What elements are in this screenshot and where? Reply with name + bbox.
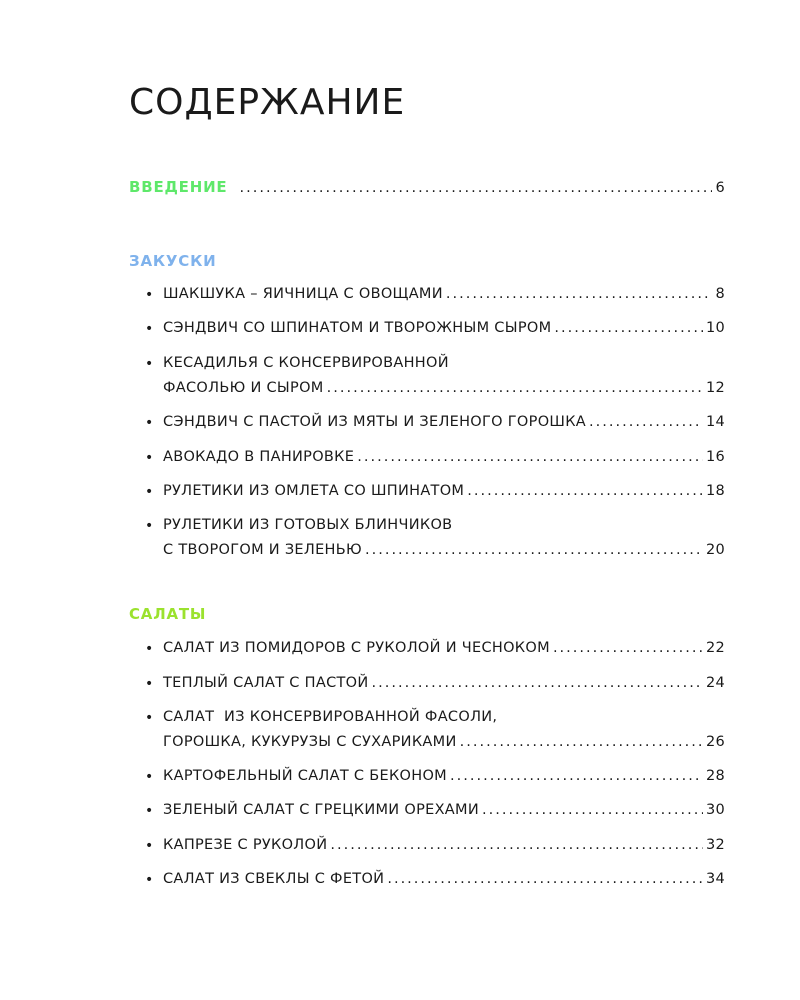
page-number: 30 (705, 802, 725, 818)
section-title-snacks: ЗАКУСКИ (129, 252, 217, 270)
dot-leader (553, 640, 703, 656)
page-number: 24 (705, 675, 725, 691)
page-number: 8 (715, 286, 725, 302)
bullet: • (145, 872, 154, 888)
page-number: 28 (705, 768, 725, 784)
intro-label: ВВЕДЕНИЕ (129, 178, 228, 196)
dot-leader (387, 871, 703, 887)
page-number: 10 (705, 320, 725, 336)
dot-leader (467, 483, 703, 499)
toc-entry[interactable] (163, 483, 725, 499)
entry-label: САЛАТ ИЗ ПОМИДОРОВ С РУКОЛОЙ И ЧЕСНОКОМ (163, 640, 550, 656)
section-title-salads: САЛАТЫ (129, 605, 207, 623)
dot-leader (460, 734, 703, 750)
page-number: 14 (705, 414, 725, 430)
bullet: • (145, 641, 154, 657)
entry-label: ГОРОШКА, КУКУРУЗЫ С СУХАРИКАМИ (163, 734, 457, 750)
toc-entry[interactable] (163, 320, 725, 336)
dot-leader (446, 286, 713, 302)
entry-label: СЭНДВИЧ СО ШПИНАТОМ И ТВОРОЖНЫМ СЫРОМ (163, 320, 552, 336)
page-number: 34 (705, 871, 725, 887)
entry-label: КАРТОФЕЛЬНЫЙ САЛАТ С БЕКОНОМ (163, 768, 447, 784)
toc-entry[interactable] (163, 871, 725, 887)
entry-label: САЛАТ ИЗ СВЕКЛЫ С ФЕТОЙ (163, 871, 385, 887)
bullet: • (145, 676, 154, 692)
dot-leader (239, 180, 712, 196)
entry-label: СЭНДВИЧ С ПАСТОЙ ИЗ МЯТЫ И ЗЕЛЕНОГО ГОРОШКА (163, 414, 587, 430)
dot-leader (482, 802, 703, 818)
toc-entry[interactable] (163, 380, 725, 396)
entry-label: ТЕПЛЫЙ САЛАТ С ПАСТОЙ (163, 675, 369, 691)
bullet: • (145, 769, 154, 785)
toc-entry[interactable] (163, 640, 725, 656)
dot-leader (450, 768, 703, 784)
dot-leader (589, 414, 703, 430)
dot-leader (327, 380, 703, 396)
entry-label: КАПРЕЗЕ С РУКОЛОЙ (163, 837, 328, 853)
page-number: 22 (705, 640, 725, 656)
entry-label: ЗЕЛЕНЫЙ САЛАТ С ГРЕЦКИМИ ОРЕХАМИ (163, 802, 479, 818)
bullet: • (145, 321, 154, 337)
dot-leader (365, 542, 703, 558)
entry-label-line1: КЕСАДИЛЬЯ С КОНСЕРВИРОВАННОЙ (163, 355, 449, 371)
page-number: 20 (705, 542, 725, 558)
toc-entry[interactable] (163, 675, 725, 691)
bullet: • (145, 518, 154, 534)
entry-label: АВОКАДО В ПАНИРОВКЕ (163, 449, 355, 465)
bullet: • (145, 356, 154, 372)
page-title: СОДЕРЖАНИЕ (129, 82, 406, 123)
toc-entry-intro[interactable] (129, 178, 725, 196)
toc-entry[interactable] (163, 542, 725, 558)
bullet: • (145, 710, 154, 726)
bullet: • (145, 415, 154, 431)
bullet: • (145, 287, 154, 303)
entry-label: ФАСОЛЬЮ И СЫРОМ (163, 380, 324, 396)
entry-label-line1: РУЛЕТИКИ ИЗ ГОТОВЫХ БЛИНЧИКОВ (163, 517, 453, 533)
toc-entry[interactable] (163, 734, 725, 750)
toc-entry[interactable] (163, 768, 725, 784)
entry-label: РУЛЕТИКИ ИЗ ОМЛЕТА СО ШПИНАТОМ (163, 483, 465, 499)
toc-entry[interactable] (163, 449, 725, 465)
toc-entry[interactable] (163, 802, 725, 818)
toc-entry[interactable] (163, 286, 725, 302)
page-number: 12 (705, 380, 725, 396)
dot-leader (330, 837, 703, 853)
page-number: 6 (715, 180, 725, 196)
bullet: • (145, 450, 154, 466)
bullet: • (145, 838, 154, 854)
toc-entry[interactable] (163, 414, 725, 430)
entry-label-line1: САЛАТ ИЗ КОНСЕРВИРОВАННОЙ ФАСОЛИ, (163, 709, 498, 725)
dot-leader (554, 320, 703, 336)
entry-label: С ТВОРОГОМ И ЗЕЛЕНЬЮ (163, 542, 362, 558)
page-number: 26 (705, 734, 725, 750)
dot-leader (372, 675, 703, 691)
page-number: 32 (705, 837, 725, 853)
bullet: • (145, 484, 154, 500)
page-number: 16 (705, 449, 725, 465)
toc-entry[interactable] (163, 837, 725, 853)
entry-label: ШАКШУКА – ЯИЧНИЦА С ОВОЩАМИ (163, 286, 443, 302)
page-number: 18 (705, 483, 725, 499)
dot-leader (357, 449, 703, 465)
bullet: • (145, 803, 154, 819)
